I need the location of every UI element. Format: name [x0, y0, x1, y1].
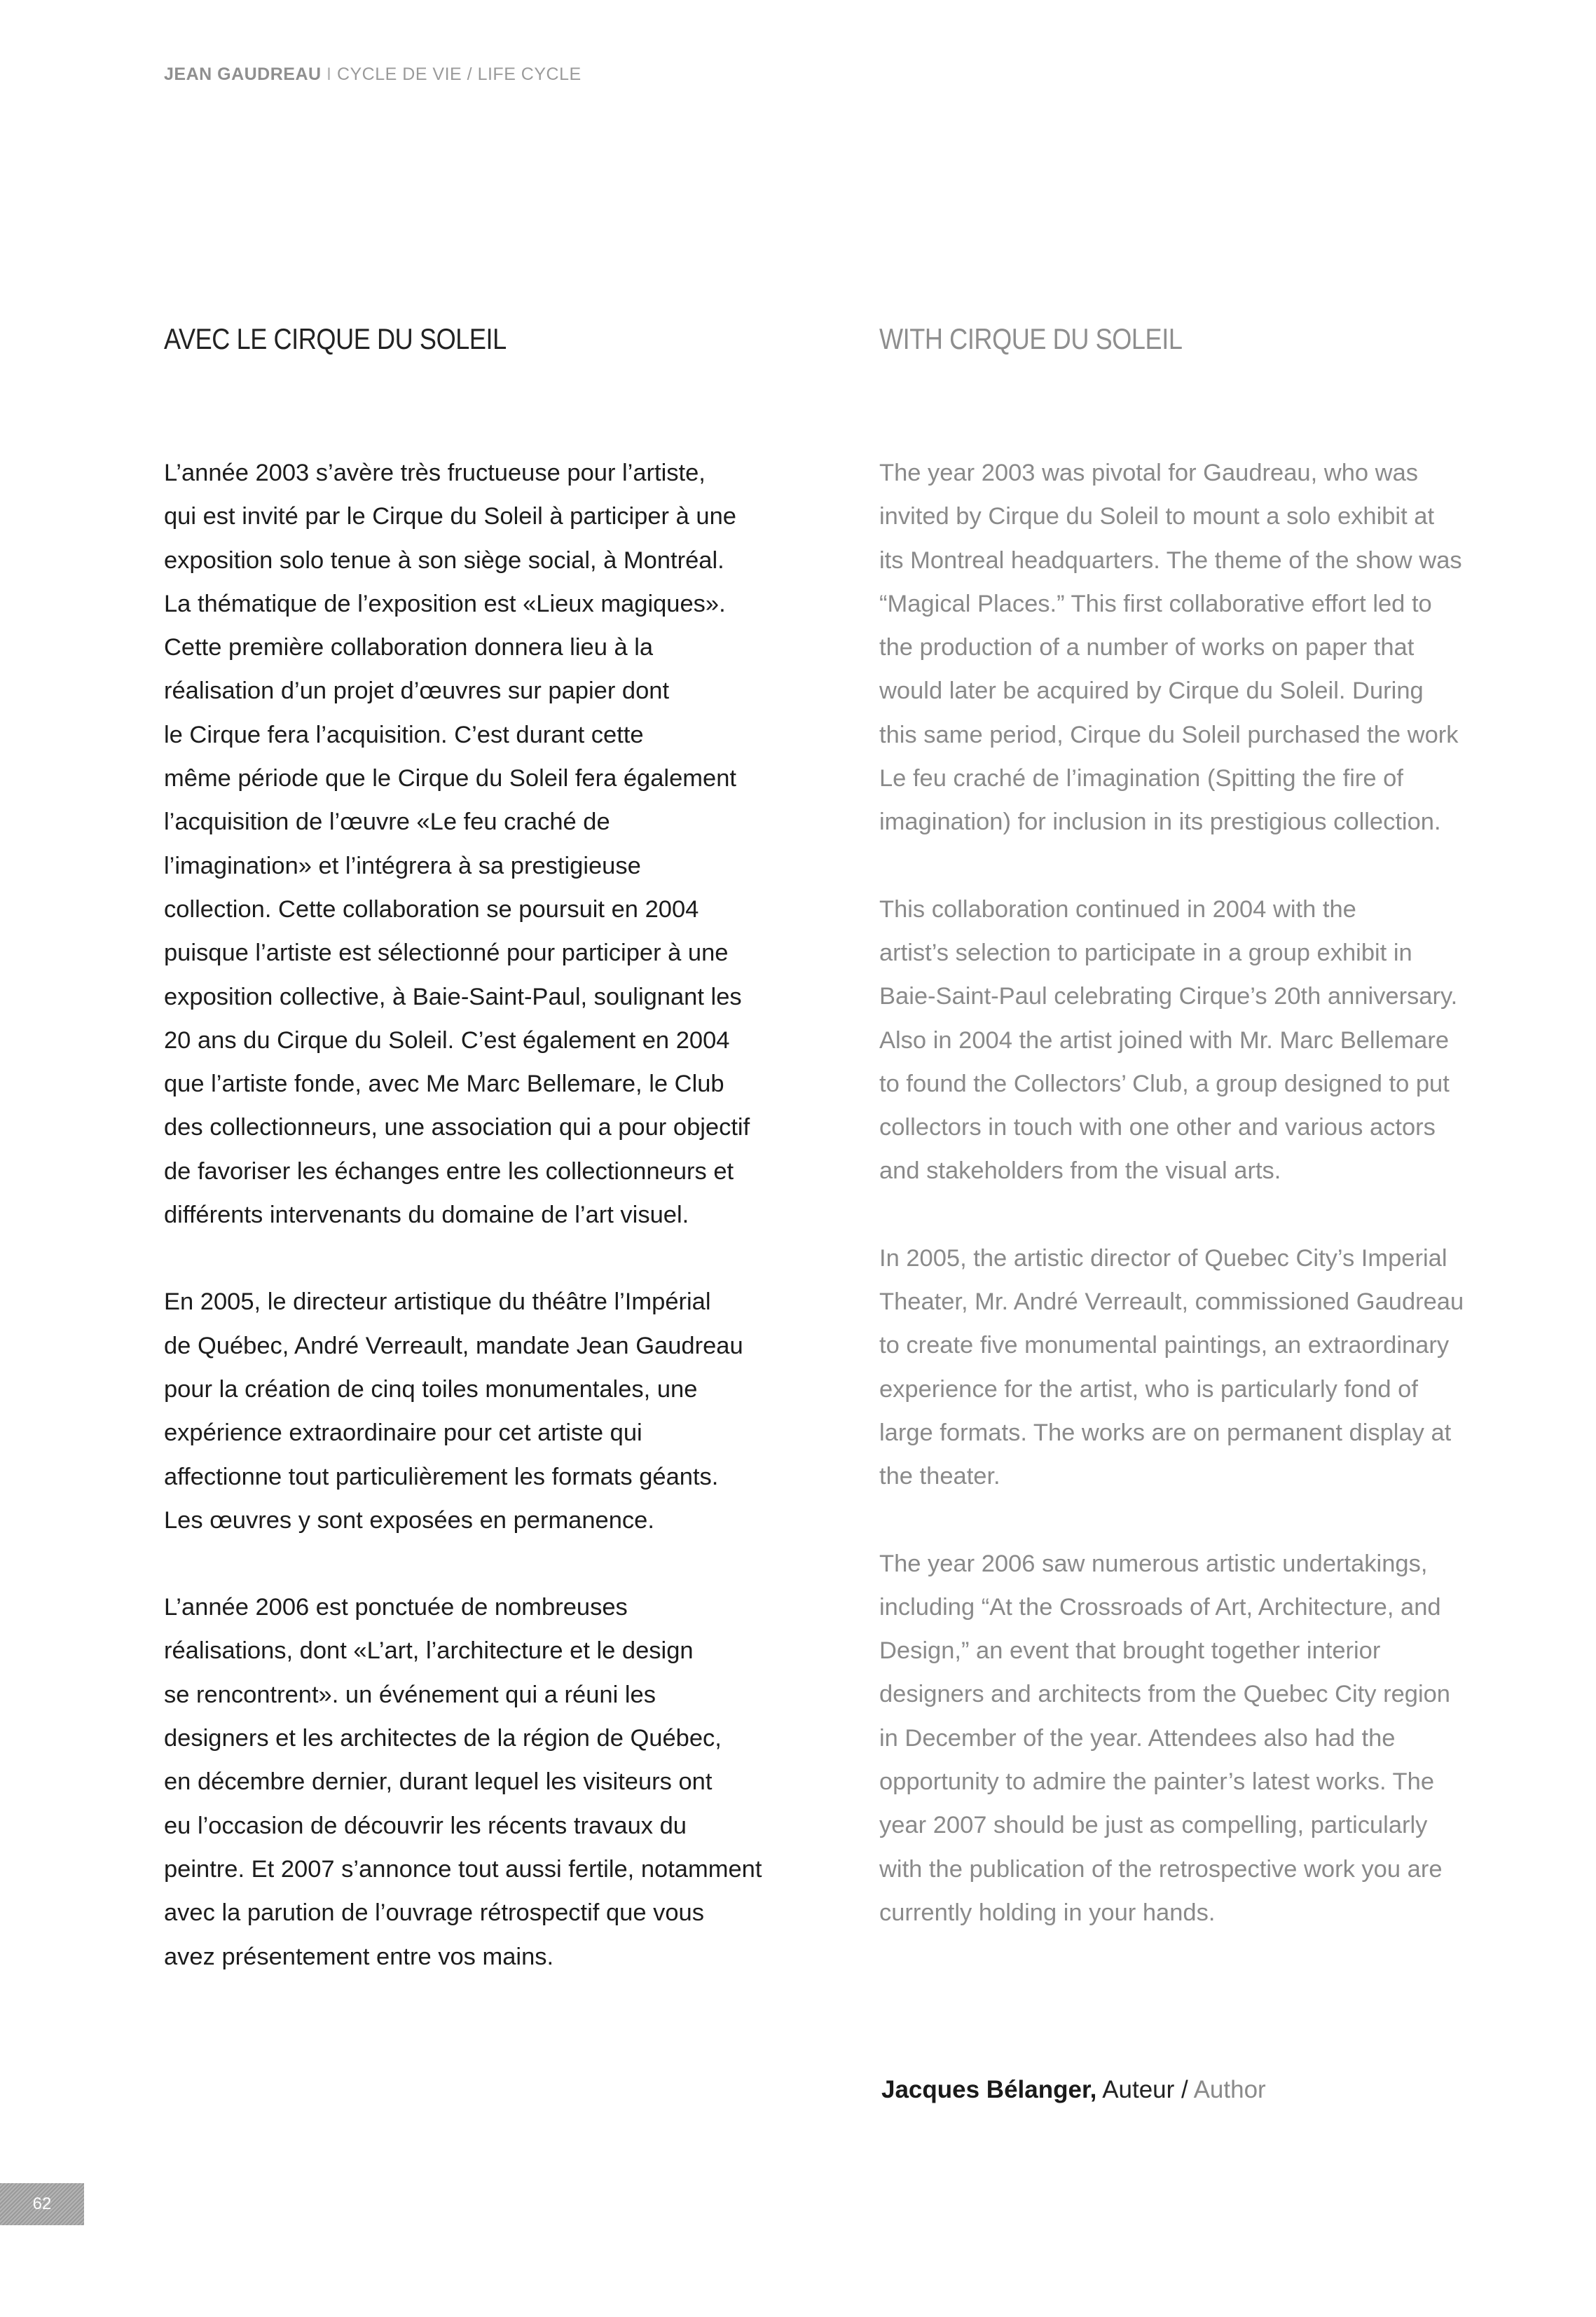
- text-line: this same period, Cirque du Soleil purchased the work: [879, 721, 1459, 748]
- text-line: experience for the artist, who is particularly fond of: [879, 1375, 1418, 1403]
- text-line: the production of a number of works on paper that: [879, 634, 1415, 661]
- text-line: affectionne tout particulièrement les formats géants.: [164, 1463, 719, 1490]
- text-line: Le feu craché de l’imagination (Spitting the fire of: [879, 765, 1403, 792]
- text-line: designers and architects from the Quebec City region: [879, 1681, 1450, 1708]
- text-line: opportunity to admire the painter’s latest works. The: [879, 1768, 1435, 1796]
- author-signature: [881, 2076, 1266, 2104]
- text-line: artist’s selection to participate in a group exhibit in: [879, 939, 1412, 966]
- text-line: En 2005, le directeur artistique du théâtre l’Impérial: [164, 1288, 711, 1316]
- text-line: This collaboration continued in 2004 with the: [879, 895, 1356, 923]
- text-line: l’acquisition de l’œuvre «Le feu craché de: [164, 809, 610, 836]
- text-line: Also in 2004 the artist joined with Mr. Marc Bellemare: [879, 1026, 1450, 1054]
- text-line: pour la création de cinq toiles monumentales, une: [164, 1375, 698, 1403]
- text-line: Cette première collaboration donnera lieu à la: [164, 634, 654, 661]
- running-header: [164, 64, 582, 85]
- english-column: [879, 322, 1552, 1978]
- text-line: to create five monumental paintings, an extraordinary: [879, 1332, 1450, 1359]
- text-line: L’année 2003 s’avère très fructueuse pour l’artiste,: [164, 460, 706, 486]
- english-paragraph: [879, 1237, 1552, 1499]
- text-line: avec la parution de l’ouvrage rétrospectif que vous: [164, 1899, 704, 1927]
- text-line: year 2007 should be just as compelling, particularly: [879, 1812, 1428, 1839]
- text-line: designers et les architectes de la région de Québec,: [164, 1725, 722, 1752]
- text-line: imagination) for inclusion in its prestigious collection.: [879, 809, 1441, 836]
- french-body: [164, 451, 837, 1979]
- text-line: to found the Collectors’ Club, a group designed to put: [879, 1070, 1450, 1097]
- text-line: que l’artiste fonde, avec Me Marc Bellemare, le Club: [164, 1071, 724, 1098]
- text-line: The year 2003 was pivotal for Gaudreau, who was: [879, 460, 1419, 486]
- header-author: JEAN GAUDREAU: [164, 64, 322, 84]
- text-line: des collectionneurs, une association qui a pour objectif: [164, 1114, 750, 1141]
- text-line: in December of the year. Attendees also had the: [879, 1724, 1396, 1752]
- header-book-title: CYCLE DE VIE / LIFE CYCLE: [336, 64, 582, 84]
- text-line: would later be acquired by Cirque du Soleil. During: [879, 678, 1424, 705]
- text-line: including “At the Crossroads of Art, Architecture, and: [879, 1593, 1441, 1621]
- text-line: en décembre dernier, durant lequel les visiteurs ont: [164, 1768, 713, 1796]
- text-line: collectors in touch with one other and various actors: [879, 1114, 1436, 1141]
- header-separator: I: [326, 64, 332, 84]
- text-line: the theater.: [879, 1463, 1000, 1490]
- text-line: large formats. The works are on permanent display at: [879, 1419, 1452, 1446]
- text-line: avez présentement entre vos mains.: [164, 1943, 554, 1970]
- text-line: différents intervenants du domaine de l’art visuel.: [164, 1202, 689, 1229]
- text-line: de Québec, André Verreault, mandate Jean Gaudreau: [164, 1332, 743, 1359]
- french-column: [164, 322, 837, 2022]
- text-line: réalisations, dont «L’art, l’architecture et le design: [164, 1637, 694, 1665]
- text-line: même période que le Cirque du Soleil fera également: [164, 765, 736, 792]
- author-role-fr: Auteur: [1102, 2076, 1175, 2103]
- text-line: eu l’occasion de découvrir les récents travaux du: [164, 1812, 687, 1839]
- text-line: invited by Cirque du Soleil to mount a solo exhibit at: [879, 503, 1435, 530]
- text-line: and stakeholders from the visual arts.: [879, 1157, 1281, 1185]
- text-line: Theater, Mr. André Verreault, commissioned Gaudreau: [879, 1288, 1464, 1316]
- english-heading: WITH CIRQUE DU SOLEIL: [879, 322, 1183, 355]
- french-paragraph: [164, 451, 837, 1237]
- text-line: L’année 2006 est ponctuée de nombreuses: [164, 1594, 628, 1621]
- text-line: exposition collective, à Baie-Saint-Paul, soulignant les: [164, 983, 742, 1010]
- text-line: se rencontrent». un événement qui a réuni les: [164, 1681, 656, 1708]
- text-line: La thématique de l’exposition est «Lieux magiques».: [164, 590, 726, 617]
- english-paragraph: [879, 888, 1552, 1193]
- page-number: 62: [0, 2183, 84, 2225]
- text-line: le Cirque fera l’acquisition. C’est durant cette: [164, 721, 644, 748]
- author-name: Jacques Bélanger,: [881, 2076, 1097, 2103]
- text-line: Baie-Saint-Paul celebrating Cirque’s 20th anniversary.: [879, 983, 1458, 1010]
- text-line: expérience extraordinaire pour cet artiste qui: [164, 1419, 642, 1447]
- text-line: “Magical Places.” This first collaborative effort led to: [879, 590, 1432, 617]
- french-paragraph: [164, 1280, 837, 1542]
- text-line: In 2005, the artistic director of Quebec City’s Imperial: [879, 1244, 1447, 1272]
- text-line: with the publication of the retrospective work you are: [879, 1855, 1443, 1883]
- english-paragraph: [879, 451, 1552, 844]
- text-line: l’imagination» et l’intégrera à sa prestigieuse: [164, 852, 641, 879]
- text-line: réalisation d’un projet d’œuvres sur papier dont: [164, 678, 670, 705]
- text-line: 20 ans du Cirque du Soleil. C’est également en 2004: [164, 1026, 730, 1054]
- english-paragraph: [879, 1542, 1552, 1935]
- text-line: collection. Cette collaboration se poursuit en 2004: [164, 895, 699, 923]
- text-line: de favoriser les échanges entre les collectionneurs et: [164, 1157, 734, 1185]
- author-role-separator: /: [1181, 2076, 1188, 2103]
- text-line: its Montreal headquarters. The theme of the show was: [879, 546, 1462, 574]
- text-line: Design,” an event that brought together interior: [879, 1637, 1381, 1665]
- text-line: qui est invité par le Cirque du Soleil à participer à une: [164, 503, 736, 530]
- text-line: exposition solo tenue à son siège social, à Montréal.: [164, 546, 724, 574]
- text-line: peintre. Et 2007 s’annonce tout aussi fertile, notamment: [164, 1855, 762, 1883]
- french-heading: AVEC LE CIRQUE DU SOLEIL: [164, 322, 507, 355]
- french-paragraph: [164, 1586, 837, 1979]
- text-line: currently holding in your hands.: [879, 1899, 1216, 1926]
- author-role-en: Author: [1193, 2076, 1266, 2103]
- text-line: Les œuvres y sont exposées en permanence.: [164, 1506, 654, 1534]
- english-body: [879, 451, 1552, 1934]
- text-line: puisque l’artiste est sélectionné pour participer à une: [164, 940, 729, 967]
- text-line: The year 2006 saw numerous artistic undertakings,: [879, 1550, 1428, 1577]
